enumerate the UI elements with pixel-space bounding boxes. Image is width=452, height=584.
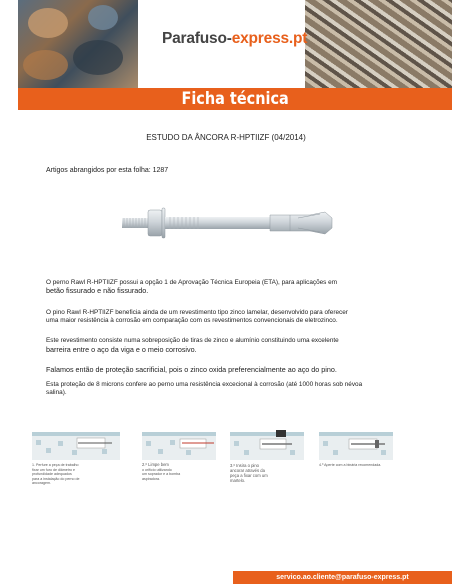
- paragraph-layers: [46, 337, 376, 355]
- step-tighten-caption-line1: 4.º Aperte com a binária recomendada.: [319, 463, 382, 467]
- paragraph-coating-line2: uma maior resistência à corrosão em comparação com os revestimentos convencionais de eletrozinco.: [46, 317, 338, 324]
- paragraph-coating: [46, 309, 376, 325]
- step-clean-caption: [142, 463, 214, 481]
- step-insert: [230, 430, 304, 483]
- step-tighten-caption: [319, 463, 399, 468]
- step-insert-caption-line1: 3.º Insira o pino: [230, 463, 259, 468]
- step-drill-caption-line3: profundidade adequados: [32, 472, 72, 476]
- installation-steps: [30, 430, 440, 500]
- step-insert-caption-line3: peça a fixar com um: [230, 473, 268, 478]
- paragraph-protection-line2: salina).: [46, 389, 67, 396]
- step-clean: [142, 430, 216, 481]
- step-drill-caption-line4: para a instalação do perno de: [32, 476, 80, 481]
- paragraph-sacrificial: Falamos então de proteção sacrificial, pois o zinco oxida preferencialmente ao aço do pino.: [46, 365, 337, 374]
- step-drill-caption-line2: fixar um furo de diâmetro e: [32, 467, 75, 472]
- step-insert-diagram: [230, 430, 304, 462]
- step-insert-caption-line2: ancorar através da: [230, 468, 265, 473]
- tools-photo: [18, 0, 138, 88]
- page-header: [0, 0, 452, 88]
- anchor-bolt-image: [120, 200, 335, 248]
- paragraph-layers-line1: Este revestimento consiste numa sobreposição de tiras de zinco e alumínio constituindo uma excelente: [46, 337, 339, 344]
- step-insert-caption: [230, 463, 302, 483]
- logo-text-part2: express.pt: [231, 30, 308, 47]
- footer-contact-bar: [233, 571, 452, 584]
- paragraph-approval: [46, 279, 376, 295]
- step-tighten-diagram: [319, 430, 393, 462]
- step-drill-caption: [32, 463, 112, 486]
- step-clean-diagram: [142, 430, 216, 462]
- banner-title: Ficha técnica: [181, 89, 289, 109]
- step-insert-caption-line4: martelo.: [230, 478, 246, 483]
- step-drill-diagram: [32, 430, 120, 462]
- support-email-link[interactable]: servico.ao.cliente@parafuso-express.pt: [276, 574, 409, 581]
- screws-photo: [305, 0, 452, 88]
- step-drill-caption-line5: ancoragem.: [32, 481, 51, 485]
- paragraph-protection-line1: Esta proteção de 8 microns confere ao perno uma resistência excecional à corrosão (até 1000 horas sob névoa: [46, 381, 363, 388]
- logo-text-part1: Parafuso-: [162, 30, 232, 47]
- step-clean-caption-line2: o orifício utilizando: [142, 467, 172, 472]
- paragraph-approval-line1: O perno Rawl R-HPTIIZF possui a opção 1 de Aprovação Técnica Europeia (ETA), para aplicações em: [46, 279, 338, 286]
- step-clean-caption-line3: um soprador e a bomba: [142, 472, 181, 476]
- articles-covered: Artigos abrangidos por esta folha: 1287: [46, 167, 169, 174]
- paragraph-protection: [46, 381, 396, 397]
- step-tighten: [319, 430, 393, 467]
- paragraph-approval-line2: betão fissurado e não fissurado.: [46, 286, 149, 295]
- paragraph-coating-line1: O pino Rawl R-HPTIIZF beneficia ainda de um revestimento tipo zinco lamelar, desenvolvido para oferecer: [46, 309, 348, 316]
- site-logo[interactable]: [162, 30, 307, 48]
- title-banner: [18, 88, 452, 110]
- step-clean-caption-line4: aspiradora.: [142, 476, 160, 481]
- document-title: ESTUDO DA ÂNCORA R-HPTIIZF (04/2014): [146, 133, 306, 142]
- step-drill: [32, 430, 120, 485]
- step-clean-caption-line1: 2.º Limpe bem: [142, 462, 169, 467]
- paragraph-layers-line2: barreira entre o aço da viga e o meio corrosivo.: [46, 345, 197, 354]
- step-drill-caption-line1: 1. Perfure a peça de trabalho: [32, 463, 79, 467]
